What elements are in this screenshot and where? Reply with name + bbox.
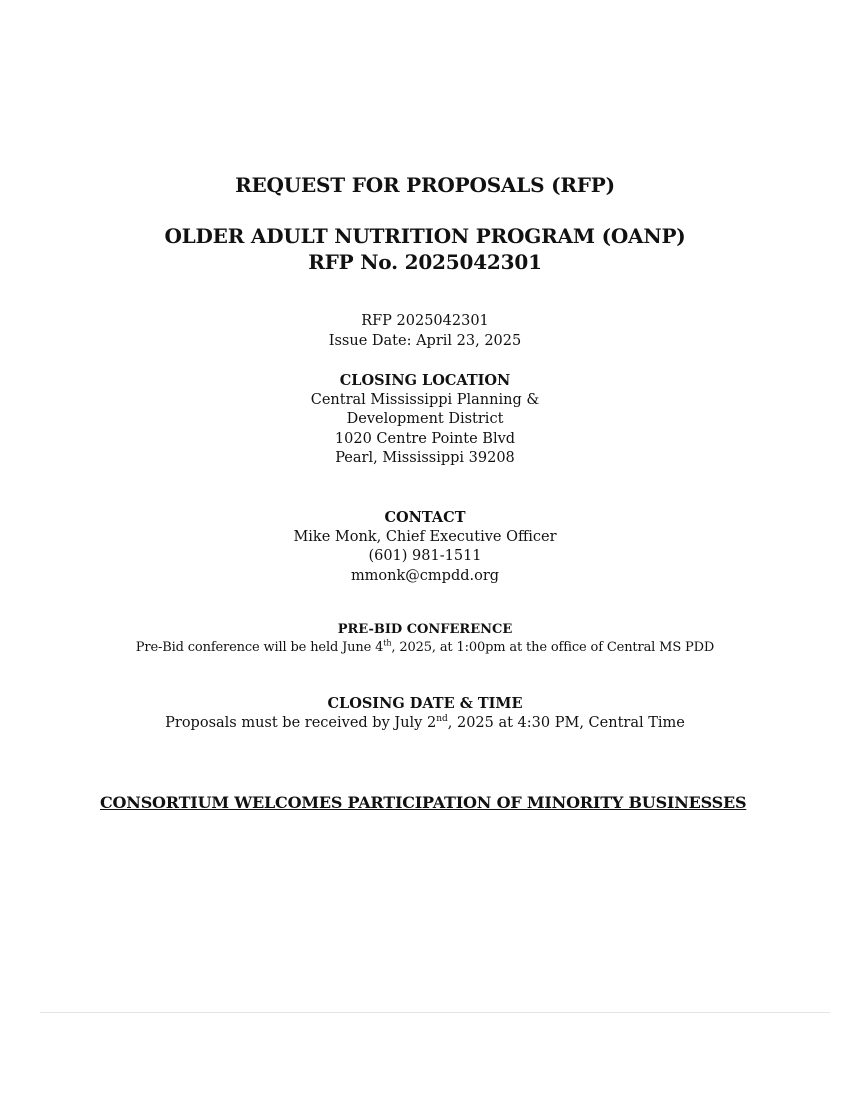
closing-location-heading: CLOSING LOCATION [339,372,511,389]
issue-date: Issue Date: April 23, 2025 [328,333,522,349]
contact-heading: CONTACT [384,509,466,526]
contact-name-title: Mike Monk, Chief Executive Officer [293,529,557,545]
pre-bid-heading: PRE-BID CONFERENCE [337,622,513,637]
program-name: OLDER ADULT NUTRITION PROGRAM (OANP) [164,224,686,248]
pre-bid-text-main: Pre-Bid conference will be held June 4 [135,640,384,655]
pre-bid-ordinal: th [383,638,392,648]
contact-phone: (601) 981-1511 [368,548,482,564]
pre-bid-text-rest: , 2025, at 1:00pm at the office of Central MS PDD [391,640,715,655]
closing-date-ordinal: nd [436,714,448,725]
closing-date-heading: CLOSING DATE & TIME [327,695,523,712]
closing-location-line: Central Mississippi Planning & [310,392,540,408]
closing-date-text-rest: , 2025 at 4:30 PM, Central Time [447,715,685,731]
closing-date-text-main: Proposals must be received by July 2 [165,715,437,731]
closing-location-line: 1020 Centre Pointe Blvd [334,431,516,447]
pre-bid-text [0,639,850,657]
minority-participation-notice: CONSORTIUM WELCOMES PARTICIPATION OF MINORITY BUSINESSES [100,793,747,812]
rfp-number-heading: RFP No. 2025042301 [308,250,542,274]
rfp-reference: RFP 2025042301 [361,313,489,329]
closing-location-line: Development District [346,411,504,427]
contact-email: mmonk@cmpdd.org [350,568,500,584]
closing-location-line: Pearl, Mississippi 39208 [335,450,515,466]
footer-divider [40,1012,830,1013]
closing-date-text [0,714,850,734]
document-title: REQUEST FOR PROPOSALS (RFP) [235,173,615,197]
